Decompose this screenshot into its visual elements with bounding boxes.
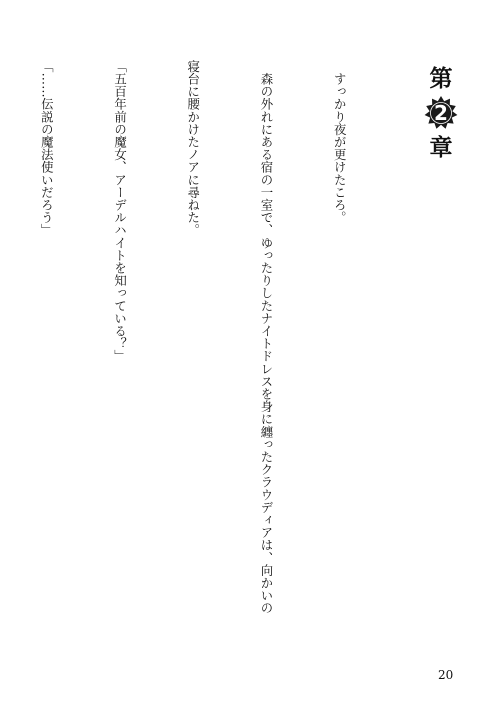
text-line: 「五百年前の魔女、アーデルハイトを知っている？」 bbox=[112, 60, 128, 363]
page-number: 20 bbox=[438, 668, 454, 682]
text-line: 「……伝説の魔法使いだろう」 bbox=[39, 60, 55, 237]
text-line: 寝台に腰かけたノアに尋ねた。 bbox=[185, 60, 201, 237]
chapter-number-badge bbox=[424, 96, 458, 130]
text-line: すっかり夜が更けたころ。 bbox=[332, 60, 348, 224]
chapter-number: 2 bbox=[434, 101, 448, 125]
chapter-prefix: 第 bbox=[429, 66, 453, 92]
chapter-suffix: 章 bbox=[429, 135, 453, 161]
body-text bbox=[39, 60, 400, 640]
chapter-heading bbox=[424, 66, 458, 161]
text-line: 森の外れにある宿の一室で、ゆったりしたナイトドレスを身に纏ったクラウディアは、向かいの bbox=[258, 60, 274, 615]
